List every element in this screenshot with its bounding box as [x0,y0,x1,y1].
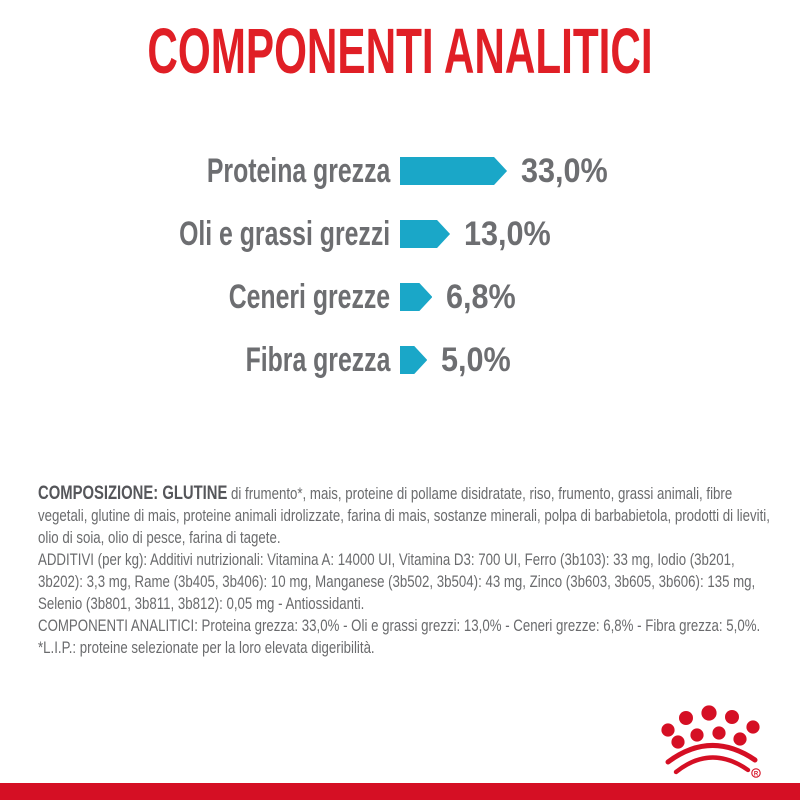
bar-fibra [400,346,427,374]
composition-paragraph [38,483,773,549]
bar-proteina [400,157,507,185]
bar-label [0,278,390,317]
bar-value-text: 13,0% [464,214,551,253]
analytical-summary-line: COMPONENTI ANALITICI: Proteina grezza: 33,0% - Oli e grassi grezzi: 13,0% - Ceneri grezze: 6,8% - Fibra grezza: 5,0%. [38,616,761,635]
lip-footnote: *L.I.P.: proteine selezionate per la loro elevata digeribilità. [38,638,375,657]
composition-lead: COMPOSIZIONE: GLUTINE [38,483,228,504]
brand-red-footer-bar [0,783,800,800]
bar-value-text: 33,0% [521,151,608,190]
bar-label [0,341,390,380]
additives-paragraph: ADDITIVI (per kg): Additivi nutrizionali: Vitamina A: 14000 UI, Vitamina D3: 700 UI, Ferro (3b103): 33 mg, Iodio (3b201, 3b202): 3,3 mg, Rame (3b405, 3b406): 10 mg, Manganese (3b502, 3b504): 43 mg, Zinco (3b603, 3b605, 3b606): 135 mg, Selenio (3b801, 3b811, 3b812): 0,05 mg - Antiossidanti. [38,550,756,613]
bar-value [521,152,617,191]
bar-label-text: Fibra grezza [245,340,390,379]
ingredients-text-block [38,483,773,659]
svg-text:R: R [753,771,759,778]
bar-oli-grassi [400,220,450,248]
bar-value [464,215,560,254]
bar-value [441,341,519,380]
page-title: COMPONENTI ANALITICI [147,15,653,87]
bar-label [0,215,390,254]
chart-row-ceneri [0,277,524,316]
bar-label-text: Ceneri grezze [228,277,390,316]
chart-row-proteina [0,151,617,190]
bar-label [0,152,390,191]
registered-mark-icon [752,769,760,778]
composition-rest: di frumento*, mais, proteine di pollame disidratate, riso, frumento, grassi animali, fibre vegetali, glutine di mais, proteine animali idrolizzate, farina di mais, sostanze minerali, polpa di barbabietola, prodotti di lieviti, olio di soia, olio di pesce, farina di tagete. [38,484,770,547]
bar-value-text: 6,8% [446,277,517,316]
chart-row-fibra [0,340,519,379]
bar-label-text: Oli e grassi grezzi [178,214,390,253]
bar-value-text: 5,0% [441,340,511,379]
bar-ceneri [400,283,432,311]
bar-value [446,278,524,317]
royal-canin-crown-logo-icon [653,694,773,786]
bar-label-text: Proteina grezza [206,151,390,190]
chart-row-oli-grassi [0,214,560,253]
